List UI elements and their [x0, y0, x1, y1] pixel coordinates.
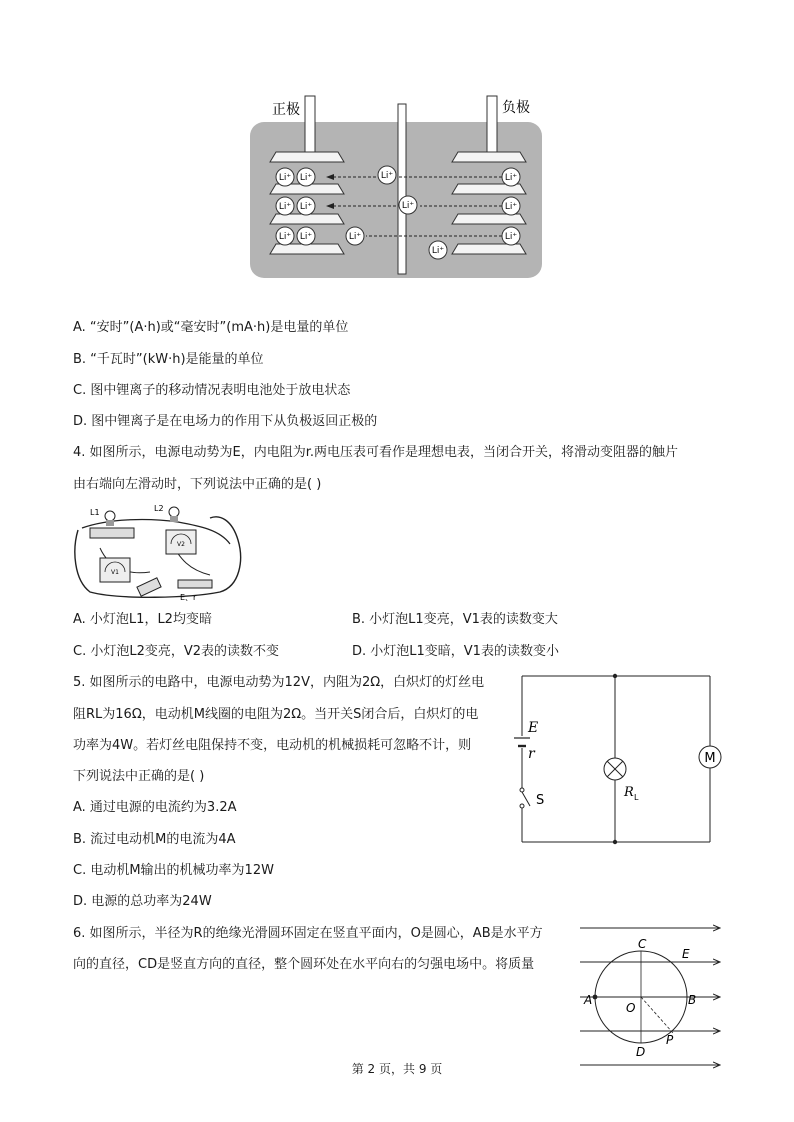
- q3-option-a: A. “安时”(A·h)或“毫安时”(mA·h)是电量的单位: [73, 320, 349, 335]
- q3-option-c: C. 图中锂离子的移动情况表明电池处于放电状态: [73, 383, 351, 398]
- svg-text:Li⁺: Li⁺: [380, 171, 394, 181]
- svg-text:Li⁺: Li⁺: [504, 173, 518, 183]
- svg-text:Li⁺: Li⁺: [278, 202, 292, 212]
- q4-option-b: B. 小灯泡L1变亮，V1表的读数变大: [352, 612, 558, 627]
- svg-text:Li⁺: Li⁺: [299, 202, 313, 212]
- svg-text:Li⁺: Li⁺: [278, 173, 292, 183]
- q5-option-d: D. 电源的总功率为24W: [73, 894, 212, 909]
- q5-option-c: C. 电动机M输出的机械功率为12W: [73, 863, 274, 878]
- svg-text:S: S: [536, 793, 545, 808]
- q4-circuit-photo: [70, 500, 246, 602]
- svg-text:E: E: [528, 720, 539, 736]
- svg-text:O: O: [626, 1001, 636, 1015]
- svg-text:Li⁺: Li⁺: [278, 232, 292, 242]
- svg-text:Li⁺: Li⁺: [504, 232, 518, 242]
- svg-text:Li⁺: Li⁺: [348, 232, 362, 242]
- q4-option-a: A. 小灯泡L1，L2均变暗: [73, 612, 212, 627]
- lithium-battery-diagram: [248, 92, 544, 280]
- q5-stem-line-3: 功率为4W。若灯丝电阻保持不变，电动机的机械损耗可忽略不计，则: [73, 738, 472, 753]
- q6-stem-line-1: 6. 如图所示，半径为R的绝缘光滑圆环固定在竖直平面内，O是圆心，AB是水平方: [73, 926, 543, 941]
- svg-text:C: C: [638, 937, 647, 951]
- negative-rod: [487, 96, 497, 160]
- svg-text:Li⁺: Li⁺: [299, 232, 313, 242]
- q4-option-d: D. 小灯泡L1变暗，V1表的读数变小: [352, 644, 559, 659]
- svg-text:Li⁺: Li⁺: [504, 202, 518, 212]
- svg-text:P: P: [666, 1033, 674, 1047]
- svg-text:V1: V1: [111, 569, 119, 576]
- svg-text:L2: L2: [154, 504, 164, 513]
- q6-field-diagram: [578, 918, 724, 1074]
- svg-text:B: B: [688, 993, 697, 1007]
- field-lines: [580, 928, 720, 1065]
- svg-text:L1: L1: [90, 508, 100, 517]
- point-a: [593, 995, 598, 1000]
- q4-stem-line-1: 4. 如图所示，电源电动势为E，内电阻为r.两电压表可看作是理想电表，当闭合开关，将滑动变阻器的触片: [73, 445, 679, 460]
- svg-text:Li⁺: Li⁺: [401, 201, 415, 211]
- page-footer: 第 2 页，共 9 页: [351, 1062, 443, 1076]
- q5-stem-line-4: 下列说法中正确的是( ): [73, 769, 205, 784]
- svg-text:A: A: [584, 993, 593, 1007]
- svg-text:D: D: [636, 1045, 646, 1059]
- svg-text:R: R: [624, 785, 634, 800]
- q3-option-b: B. “千瓦时”(kW·h)是能量的单位: [73, 352, 264, 367]
- svg-text:L: L: [634, 793, 639, 802]
- electrolyte-box: [250, 122, 542, 278]
- q5-option-a: A. 通过电源的电流约为3.2A: [73, 800, 237, 815]
- positive-rod: [305, 96, 315, 160]
- q4-stem-line-2: 由右端向左滑动时，下列说法中正确的是( ): [73, 477, 322, 492]
- svg-text:E、r: E、r: [180, 593, 197, 602]
- svg-text:Li⁺: Li⁺: [299, 173, 313, 183]
- svg-text:E: E: [682, 947, 690, 961]
- q3-option-d: D. 图中锂离子是在电场力的作用下从负极返回正极的: [73, 414, 378, 429]
- svg-text:r: r: [528, 746, 535, 762]
- svg-text:M: M: [704, 751, 716, 766]
- q5-circuit-diagram: [510, 670, 760, 850]
- q5-stem-line-1: 5. 如图所示的电路中，电源电动势为12V，内阻为2Ω，白炽灯的灯丝电: [73, 675, 485, 690]
- svg-text:Li⁺: Li⁺: [431, 246, 445, 256]
- negative-label: 负极: [502, 100, 530, 116]
- svg-text:V2: V2: [177, 541, 185, 548]
- q5-option-b: B. 流过电动机M的电流为4A: [73, 832, 236, 847]
- q4-option-c: C. 小灯泡L2变亮，V2表的读数不变: [73, 644, 280, 659]
- q6-stem-line-2: 向的直径，CD是竖直方向的直径，整个圆环处在水平向右的匀强电场中。将质量: [73, 957, 535, 972]
- switch-contact: [520, 788, 524, 792]
- q5-stem-line-2: 阻RL为16Ω，电动机M线圈的电阻为2Ω。当开关S闭合后，白炽灯的电: [73, 707, 479, 722]
- separator: [398, 104, 406, 274]
- positive-label: 正极: [272, 102, 300, 118]
